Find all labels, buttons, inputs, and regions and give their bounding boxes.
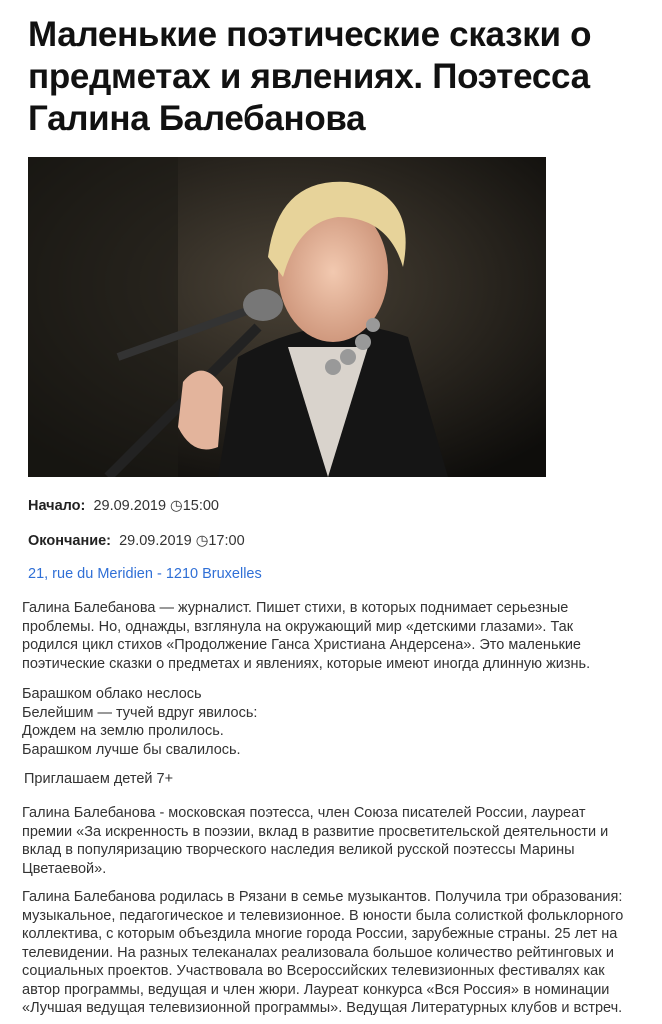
text-line: поэтические сказки о предметах и явлениях, которые имеют иногда длинную жизнь. <box>22 655 591 672</box>
text-line: коллектива, с которым объездила многие города России, зарубежные страны. 25 лет на <box>22 926 618 942</box>
clock-icon: ◷ <box>195 533 209 549</box>
bio-paragraph-2 <box>22 888 623 1018</box>
end-label: Окончание: <box>28 533 112 549</box>
text-line: Белейшим — тучей вдруг явилось: <box>22 704 258 721</box>
text-line: Галина Балебанова - московская поэтесса, член Союза писателей России, лауреат <box>22 805 586 821</box>
text-line: премии «За искренность в поэзии, вклад в развитие просветительской деятельности и <box>22 823 609 840</box>
intro-paragraph <box>22 599 590 673</box>
bio-paragraph-1 <box>22 804 608 878</box>
start-time: 15:00 <box>182 498 219 514</box>
text-line: социальных проектов. Участвовала во Всероссийских телевизионных фестивалях как <box>22 963 605 979</box>
text-line: проблемы. Но, однажды, взглянула на окружающий мир «детскими глазами». Так <box>22 618 574 635</box>
text-line: автор программы, ведущая и член жюри. Лауреат конкурса «Вся Россия» в номинации <box>22 981 610 998</box>
text-line: Галина Балебанова родилась в Рязани в семье музыкантов. Получила три образования: <box>22 889 623 905</box>
invite-text <box>24 770 173 789</box>
text-line: музыкальное, педагогическое и телевизионное. В юности была солисткой фольклорного <box>22 907 624 924</box>
page-title <box>28 14 591 140</box>
poem <box>22 685 257 759</box>
start-label: Начало: <box>28 498 86 514</box>
end-date: 29.09.2019 <box>119 533 192 549</box>
text-line: Дождем на землю пролилось. <box>22 723 224 739</box>
text-line: вклад в популяризацию творческого наследия великой русской поэтессы Марины <box>22 842 575 858</box>
text-line: телевидении. На разных телеканалах реализовала большое количество рейтинговых и <box>22 944 615 961</box>
clock-icon: ◷ <box>170 498 183 514</box>
address-link[interactable]: 21, rue du Meridien - 1210 Bruxelles <box>28 566 262 582</box>
event-start <box>28 498 219 514</box>
start-date: 29.09.2019 <box>93 498 167 514</box>
text-line: Приглашаем детей 7+ <box>24 771 174 787</box>
text-line: родился цикл стихов «Продолжение Ганса Христиана Андерсена». Это маленькие <box>22 637 582 653</box>
text-line: Барашком облако неслось <box>22 686 202 702</box>
text-line: Барашком лучше бы свалилось. <box>22 741 241 758</box>
text-line: «Лучшая ведущая телевизионной программы». Ведущая Литературных клубов и встреч. <box>22 1000 623 1016</box>
end-time: 17:00 <box>208 533 245 549</box>
text-line: Галина Балебанова — журналист. Пишет стихи, в которых поднимает серьезные <box>22 600 569 616</box>
title-line: предметах и явлениях. Поэтесса <box>28 57 590 96</box>
title-line: Галина Балебанова <box>28 99 366 138</box>
text-line: Цветаевой». <box>22 860 107 877</box>
event-photo <box>28 157 546 477</box>
event-end <box>28 533 245 549</box>
title-line: Маленькие поэтические сказки о <box>28 15 592 54</box>
